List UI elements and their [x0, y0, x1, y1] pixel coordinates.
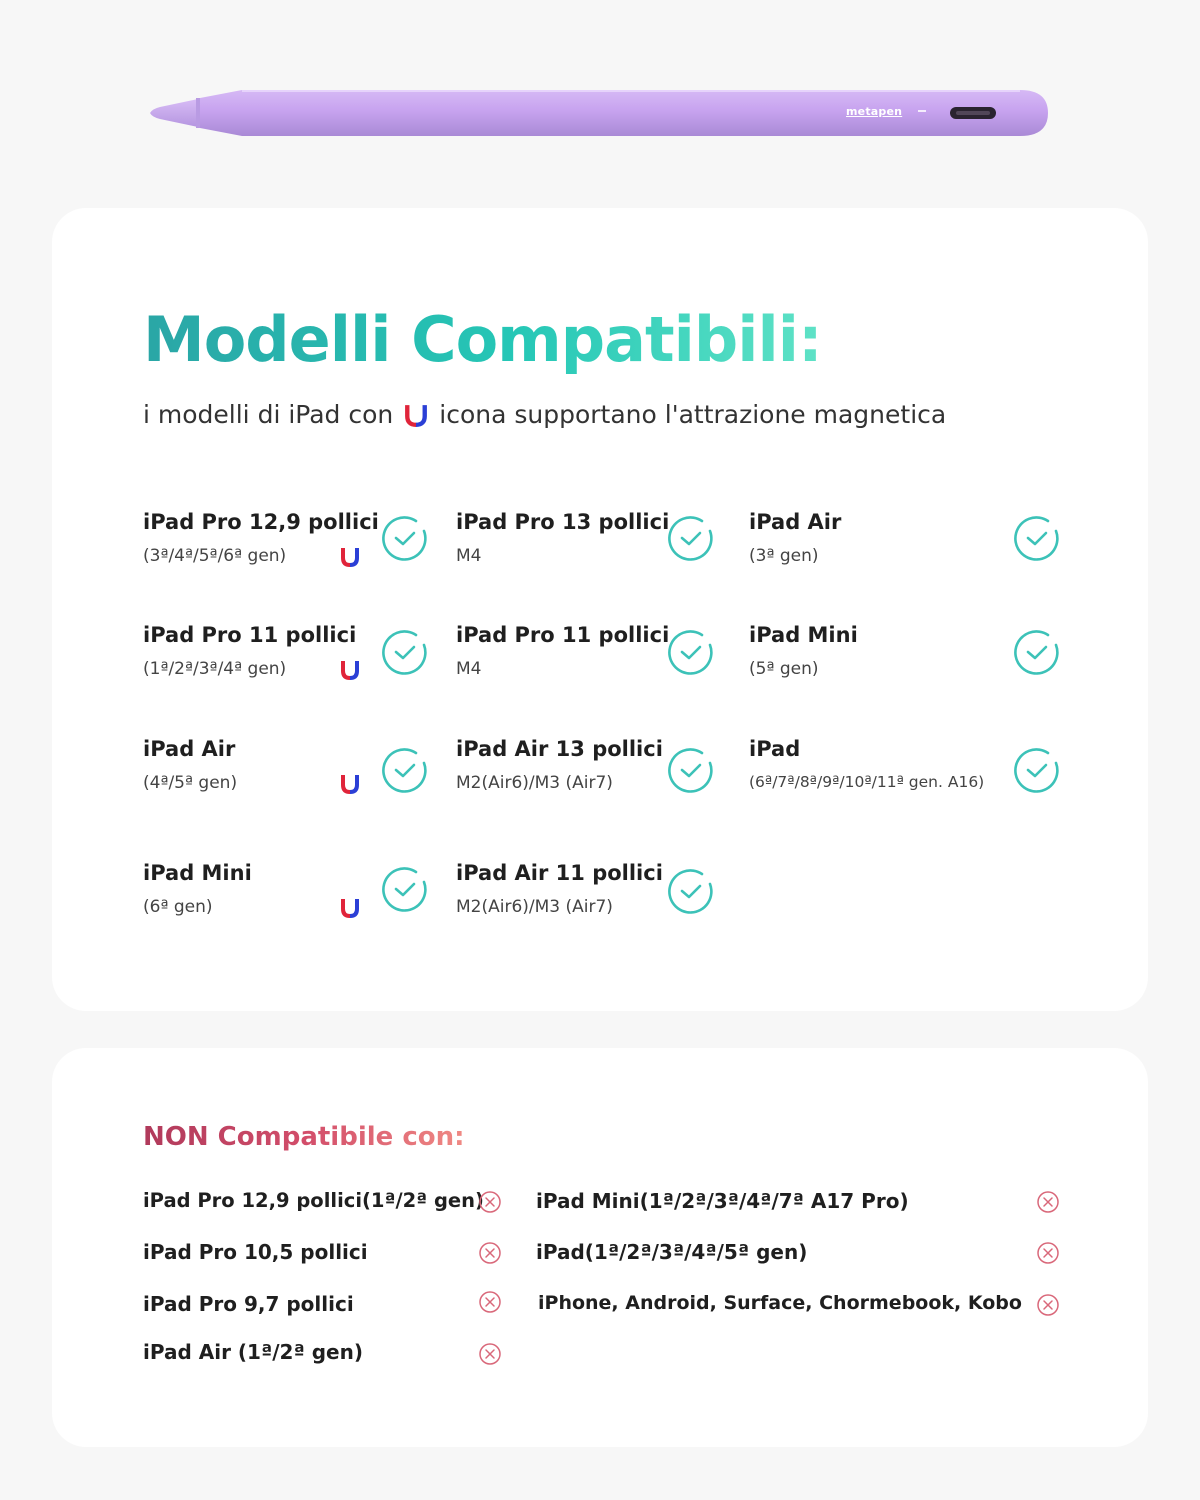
magnet-icon: [405, 403, 427, 427]
check-circle-icon: [1012, 513, 1062, 563]
check-circle-icon: [666, 627, 716, 677]
model-name: iPad Air: [143, 737, 236, 761]
model-generation: M4: [456, 546, 482, 566]
model-name: iPad: [749, 737, 801, 761]
page-title: Modelli Compatibili:: [143, 300, 822, 380]
cross-circle-icon: [1036, 1293, 1060, 1317]
check-circle-icon: [666, 513, 716, 563]
non-compatible-item: iPad Pro 9,7 pollici: [143, 1292, 354, 1316]
model-name: iPad Air: [749, 510, 842, 534]
non-compatible-item: iPad Pro 10,5 pollici: [143, 1240, 368, 1264]
model-generation: (6ª gen): [143, 897, 213, 917]
cross-circle-icon: [478, 1241, 502, 1265]
magnet-legend: [143, 400, 946, 429]
model-name: iPad Mini: [749, 623, 858, 647]
model-generation: (4ª/5ª gen): [143, 773, 238, 793]
non-compatible-item: iPhone, Android, Surface, Chormebook, Kobo: [538, 1292, 1022, 1314]
check-circle-icon: [1012, 627, 1062, 677]
magnet-icon: [340, 659, 360, 681]
model-name: iPad Pro 11 pollici: [456, 623, 670, 647]
cross-circle-icon: [1036, 1190, 1060, 1214]
legend-text-before: i modelli di iPad con: [143, 400, 394, 429]
model-name: iPad Mini: [143, 861, 252, 885]
non-compatible-item: iPad(1ª/2ª/3ª/4ª/5ª gen): [536, 1240, 808, 1264]
check-circle-icon: [1012, 745, 1062, 795]
cross-circle-icon: [1036, 1241, 1060, 1265]
model-generation: M4: [456, 659, 482, 679]
model-generation: M2(Air6)/M3 (Air7): [456, 897, 613, 917]
model-name: iPad Air 11 pollici: [456, 861, 663, 885]
magnet-icon: [340, 546, 360, 568]
pen-brand-logo: metapen: [846, 105, 903, 118]
stylus-pen-image: [150, 88, 1050, 140]
cross-circle-icon: [478, 1190, 502, 1214]
magnet-icon: [340, 897, 360, 919]
model-name: iPad Pro 12,9 pollici: [143, 510, 379, 534]
model-generation: (3ª gen): [749, 546, 819, 566]
model-name: iPad Pro 13 pollici: [456, 510, 670, 534]
model-generation: M2(Air6)/M3 (Air7): [456, 773, 613, 793]
check-circle-icon: [380, 864, 430, 914]
model-generation: (3ª/4ª/5ª/6ª gen): [143, 546, 287, 566]
check-circle-icon: [380, 745, 430, 795]
check-circle-icon: [380, 513, 430, 563]
check-circle-icon: [380, 627, 430, 677]
non-compatible-title: NON Compatibile con:: [143, 1122, 465, 1152]
model-generation: (1ª/2ª/3ª/4ª gen): [143, 659, 287, 679]
non-compatible-item: iPad Air (1ª/2ª gen): [143, 1340, 363, 1364]
magnet-icon: [340, 773, 360, 795]
check-circle-icon: [666, 866, 716, 916]
cross-circle-icon: [478, 1290, 502, 1314]
non-compatible-item: iPad Mini(1ª/2ª/3ª/4ª/7ª A17 Pro): [536, 1189, 909, 1213]
model-generation: (5ª gen): [749, 659, 819, 679]
non-compatible-item: iPad Pro 12,9 pollici(1ª/2ª gen): [143, 1189, 484, 1212]
cross-circle-icon: [478, 1342, 502, 1366]
legend-text-after: icona supportano l'attrazione magnetica: [439, 400, 947, 429]
check-circle-icon: [666, 745, 716, 795]
model-generation: (6ª/7ª/8ª/9ª/10ª/11ª gen. A16): [749, 773, 985, 791]
model-name: iPad Air 13 pollici: [456, 737, 663, 761]
model-name: iPad Pro 11 pollici: [143, 623, 357, 647]
